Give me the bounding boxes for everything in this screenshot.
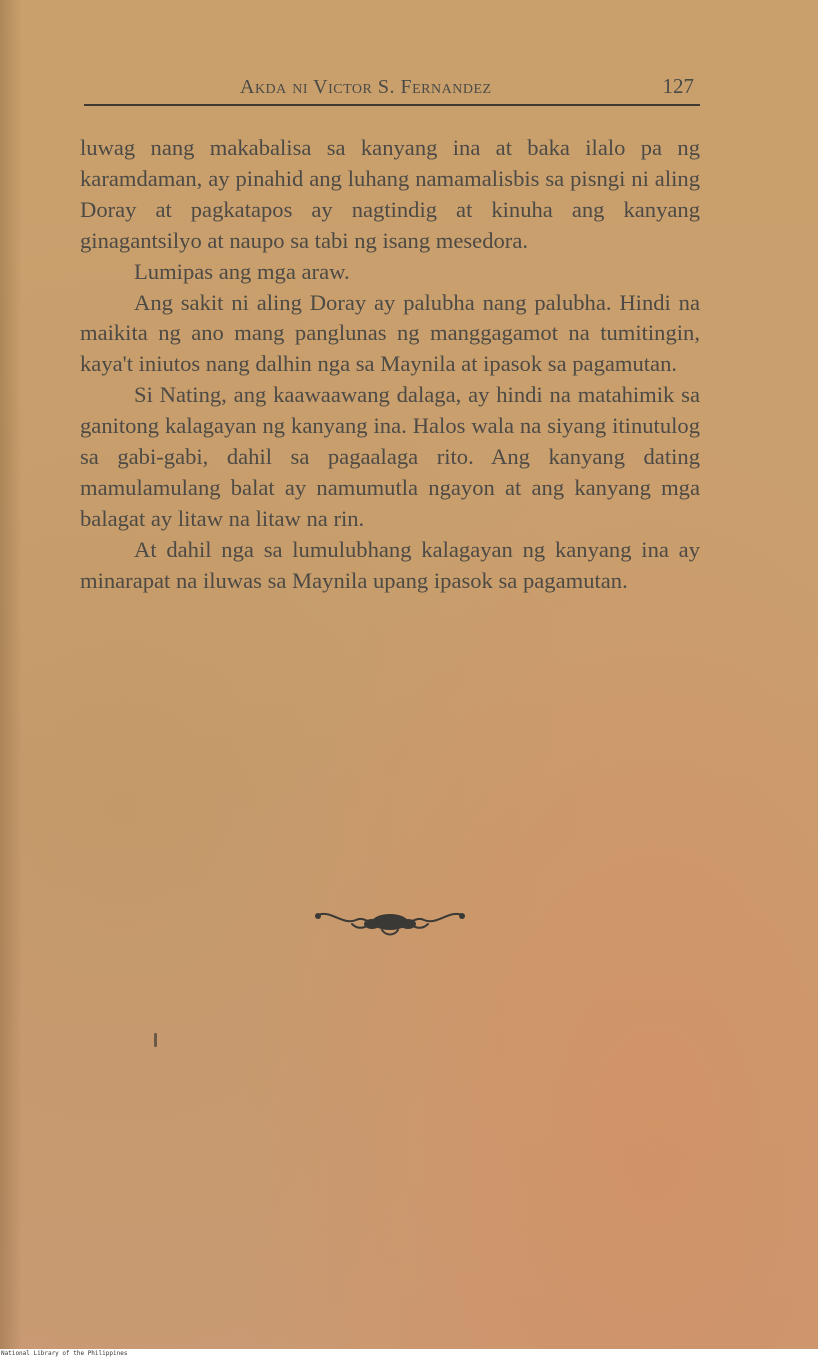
paragraph-1: luwag nang makabalisa sa kanyang ina at baka ilalo pa ng karamdaman, ay pinahid ang luhang namamalisbis sa pisngi ni aling Doray at pagkatapos ay nagtindig at kinuha ang kanyang ginagantsilyo at naupo sa tabi ng isang mesedora. (80, 135, 700, 253)
page-header (84, 70, 700, 106)
paragraph-3: Ang sakit ni aling Doray ay palubha nang palubha. Hindi na maikita ng ano mang panglunas ng manggagamot na tumitingin, kaya't iniutos nang dalhin nga sa Maynila at ipasok sa pagamutan. (80, 289, 700, 377)
body-text (80, 133, 700, 597)
running-title: Akda ni Victor S. Fernandez (240, 76, 492, 98)
page-number: 127 (662, 74, 694, 98)
paragraph-5: At dahil nga sa lumulubhang kalagayan ng kanyang ina ay minarapat na iluwas sa Maynila upang ipasok sa pagamutan. (80, 536, 700, 593)
library-credit: National Library of the Philippines (1, 1350, 128, 1357)
page-edge-shadow (0, 0, 22, 1349)
paper-speck (154, 1033, 157, 1047)
decorative-fleuron-icon (312, 904, 468, 940)
paragraph-2: Lumipas ang mga araw. (134, 258, 350, 284)
paragraph-4: Si Nating, ang kaawaawang dalaga, ay hindi na matahimik sa ganitong kalagayan ng kanyang ina. Halos wala na siyang itinutulog sa gabi-gabi, dahil sa pagaalaga rito. Ang kanyang dating mamulamulang balat ay namumutla ngayon at ang kanyang mga balagat ay litaw na litaw na rin. (80, 382, 700, 531)
